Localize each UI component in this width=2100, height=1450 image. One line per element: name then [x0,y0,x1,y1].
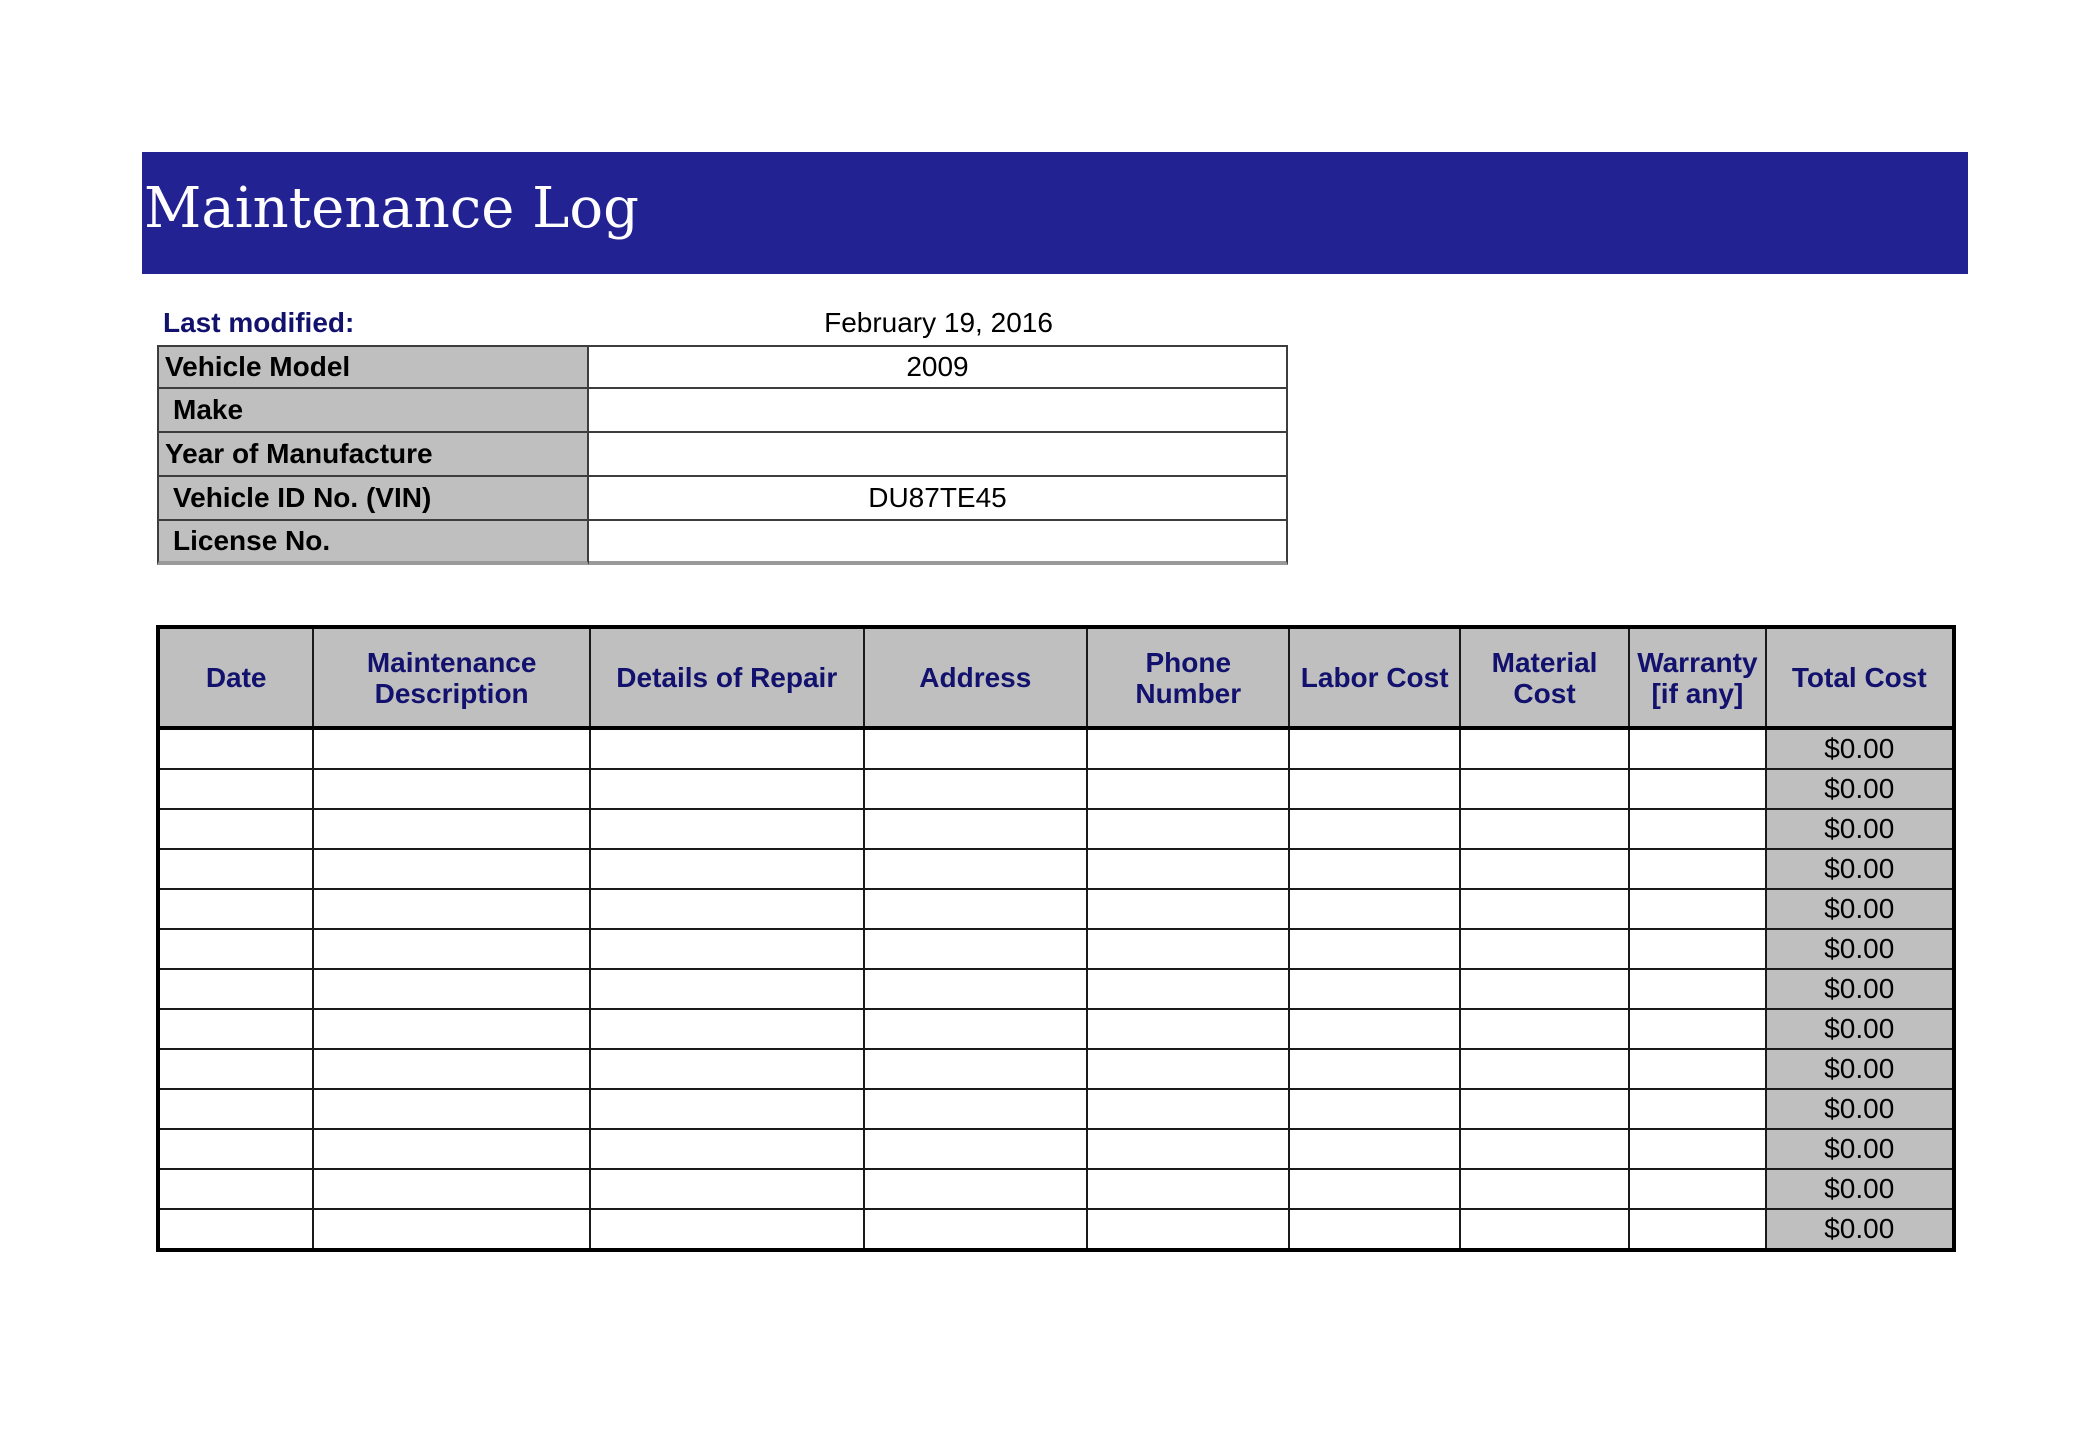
labor-cost-cell[interactable] [1289,969,1459,1009]
maintenance-description-cell[interactable] [313,849,590,889]
phone-number-cell[interactable] [1087,849,1289,889]
column-header-warranty: Warranty [if any] [1629,627,1765,728]
total-cost-cell[interactable]: $0.00 [1766,728,1954,769]
maintenance-description-cell[interactable] [313,728,590,769]
column-header-phone-number: Phone Number [1087,627,1289,728]
address-cell[interactable] [864,889,1087,929]
address-cell[interactable] [864,969,1087,1009]
date-cell[interactable] [158,728,313,769]
table-row [158,969,1954,1009]
material-cost-cell[interactable] [1460,969,1629,1009]
date-cell[interactable] [158,1049,313,1089]
details-of-repair-cell[interactable] [590,1049,864,1089]
table-header-row [158,627,1954,728]
table-row [158,929,1954,969]
total-cost-cell[interactable]: $0.00 [1766,1169,1954,1209]
labor-cost-cell[interactable] [1289,889,1459,929]
total-cost-cell[interactable]: $0.00 [1766,769,1954,809]
column-header-maintenance-description: Maintenance Description [313,627,590,728]
details-of-repair-cell[interactable] [590,1089,864,1129]
table-row [158,1169,1954,1209]
license-label: License No. [157,521,589,565]
column-header-address: Address [864,627,1087,728]
date-cell[interactable] [158,809,313,849]
make-cell[interactable] [589,389,1288,433]
table-row [158,1089,1954,1129]
total-cost-cell[interactable]: $0.00 [1766,929,1954,969]
date-cell[interactable] [158,929,313,969]
total-cost-cell[interactable]: $0.00 [1766,1049,1954,1089]
address-cell[interactable] [864,1089,1087,1129]
total-cost-cell[interactable]: $0.00 [1766,849,1954,889]
warranty-cell[interactable] [1629,969,1765,1009]
date-cell[interactable] [158,1129,313,1169]
maintenance-description-cell[interactable] [313,929,590,969]
details-of-repair-cell[interactable] [590,1209,864,1250]
details-of-repair-cell[interactable] [590,929,864,969]
phone-number-cell[interactable] [1087,889,1289,929]
material-cost-cell[interactable] [1460,1009,1629,1049]
warranty-cell[interactable] [1629,728,1765,769]
vin-cell[interactable]: DU87TE45 [589,477,1288,521]
details-of-repair-cell[interactable] [590,1169,864,1209]
material-cost-cell[interactable] [1460,1169,1629,1209]
labor-cost-cell[interactable] [1289,849,1459,889]
table-row [158,849,1954,889]
date-cell[interactable] [158,969,313,1009]
table-row [158,1129,1954,1169]
phone-number-cell[interactable] [1087,809,1289,849]
details-of-repair-cell[interactable] [590,728,864,769]
material-cost-cell[interactable] [1460,849,1629,889]
vehicle-model-row [157,345,1288,389]
phone-number-cell[interactable] [1087,1129,1289,1169]
total-cost-cell[interactable]: $0.00 [1766,809,1954,849]
material-cost-cell[interactable] [1460,1089,1629,1129]
license-cell[interactable] [589,521,1288,565]
last-modified-row [157,301,1288,345]
date-cell[interactable] [158,1009,313,1049]
column-header-material-cost: Material Cost [1460,627,1629,728]
column-header-labor-cost: Labor Cost [1289,627,1459,728]
warranty-cell[interactable] [1629,1129,1765,1169]
table-row [158,889,1954,929]
license-row [157,521,1288,565]
vehicle-info-section [157,301,1288,565]
vehicle-model-cell[interactable]: 2009 [589,345,1288,389]
warranty-cell[interactable] [1629,929,1765,969]
vehicle-model-label: Vehicle Model [157,345,589,389]
table-row [158,728,1954,769]
maintenance-description-cell[interactable] [313,1089,590,1129]
maintenance-table [156,625,1956,1252]
maintenance-description-cell[interactable] [313,809,590,849]
address-cell[interactable] [864,1129,1087,1169]
total-cost-cell[interactable]: $0.00 [1766,1209,1954,1250]
title-banner [142,152,1968,274]
year-row [157,433,1288,477]
warranty-cell[interactable] [1629,769,1765,809]
labor-cost-cell[interactable] [1289,929,1459,969]
phone-number-cell[interactable] [1087,929,1289,969]
warranty-cell[interactable] [1629,1089,1765,1129]
address-cell[interactable] [864,809,1087,849]
material-cost-cell[interactable] [1460,1049,1629,1089]
phone-number-cell[interactable] [1087,1209,1289,1250]
warranty-cell[interactable] [1629,1009,1765,1049]
address-cell[interactable] [864,929,1087,969]
make-label: Make [157,389,589,433]
labor-cost-cell[interactable] [1289,809,1459,849]
maintenance-description-cell[interactable] [313,1049,590,1089]
make-row [157,389,1288,433]
labor-cost-cell[interactable] [1289,1129,1459,1169]
date-cell[interactable] [158,769,313,809]
address-cell[interactable] [864,1169,1087,1209]
phone-number-cell[interactable] [1087,1049,1289,1089]
page-title: Maintenance Log [144,176,639,241]
details-of-repair-cell[interactable] [590,849,864,889]
date-cell[interactable] [158,1169,313,1209]
total-cost-cell[interactable]: $0.00 [1766,1089,1954,1129]
table-row [158,1049,1954,1089]
warranty-cell[interactable] [1629,1049,1765,1089]
total-cost-cell[interactable]: $0.00 [1766,1129,1954,1169]
material-cost-cell[interactable] [1460,809,1629,849]
phone-number-cell[interactable] [1087,769,1289,809]
phone-number-cell[interactable] [1087,969,1289,1009]
material-cost-cell[interactable] [1460,728,1629,769]
material-cost-cell[interactable] [1460,1209,1629,1250]
labor-cost-cell[interactable] [1289,1009,1459,1049]
address-cell[interactable] [864,1009,1087,1049]
warranty-cell[interactable] [1629,849,1765,889]
material-cost-cell[interactable] [1460,1129,1629,1169]
details-of-repair-cell[interactable] [590,969,864,1009]
material-cost-cell[interactable] [1460,889,1629,929]
details-of-repair-cell[interactable] [590,769,864,809]
address-cell[interactable] [864,1049,1087,1089]
labor-cost-cell[interactable] [1289,1049,1459,1089]
labor-cost-cell[interactable] [1289,1169,1459,1209]
date-cell[interactable] [158,889,313,929]
phone-number-cell[interactable] [1087,1009,1289,1049]
table-row [158,809,1954,849]
maintenance-description-cell[interactable] [313,1129,590,1169]
vin-label: Vehicle ID No. (VIN) [157,477,589,521]
warranty-cell[interactable] [1629,1169,1765,1209]
vin-row [157,477,1288,521]
maintenance-description-cell[interactable] [313,1169,590,1209]
table-row [158,769,1954,809]
phone-number-cell[interactable] [1087,1089,1289,1129]
table-body [158,728,1954,1250]
material-cost-cell[interactable] [1460,929,1629,969]
labor-cost-cell[interactable] [1289,769,1459,809]
total-cost-cell[interactable]: $0.00 [1766,1009,1954,1049]
column-header-details-of-repair: Details of Repair [590,627,864,728]
year-label: Year of Manufacture [157,433,589,477]
phone-number-cell[interactable] [1087,728,1289,769]
total-cost-cell[interactable]: $0.00 [1766,889,1954,929]
details-of-repair-cell[interactable] [590,809,864,849]
last-modified-value[interactable]: February 19, 2016 [824,307,1053,338]
warranty-cell[interactable] [1629,809,1765,849]
total-cost-cell[interactable]: $0.00 [1766,969,1954,1009]
warranty-cell[interactable] [1629,1209,1765,1250]
labor-cost-cell[interactable] [1289,1209,1459,1250]
maintenance-description-cell[interactable] [313,889,590,929]
details-of-repair-cell[interactable] [590,889,864,929]
address-cell[interactable] [864,769,1087,809]
details-of-repair-cell[interactable] [590,1129,864,1169]
address-cell[interactable] [864,849,1087,889]
date-cell[interactable] [158,1209,313,1250]
maintenance-description-cell[interactable] [313,969,590,1009]
maintenance-description-cell[interactable] [313,769,590,809]
labor-cost-cell[interactable] [1289,728,1459,769]
table-row [158,1009,1954,1049]
date-cell[interactable] [158,1089,313,1129]
labor-cost-cell[interactable] [1289,1089,1459,1129]
date-cell[interactable] [158,849,313,889]
last-modified-label: Last modified: [163,307,355,338]
warranty-cell[interactable] [1629,889,1765,929]
maintenance-description-cell[interactable] [313,1209,590,1250]
details-of-repair-cell[interactable] [590,1009,864,1049]
column-header-date: Date [158,627,313,728]
year-cell[interactable] [589,433,1288,477]
address-cell[interactable] [864,728,1087,769]
material-cost-cell[interactable] [1460,769,1629,809]
column-header-total-cost: Total Cost [1766,627,1954,728]
maintenance-description-cell[interactable] [313,1009,590,1049]
phone-number-cell[interactable] [1087,1169,1289,1209]
table-row [158,1209,1954,1250]
address-cell[interactable] [864,1209,1087,1250]
